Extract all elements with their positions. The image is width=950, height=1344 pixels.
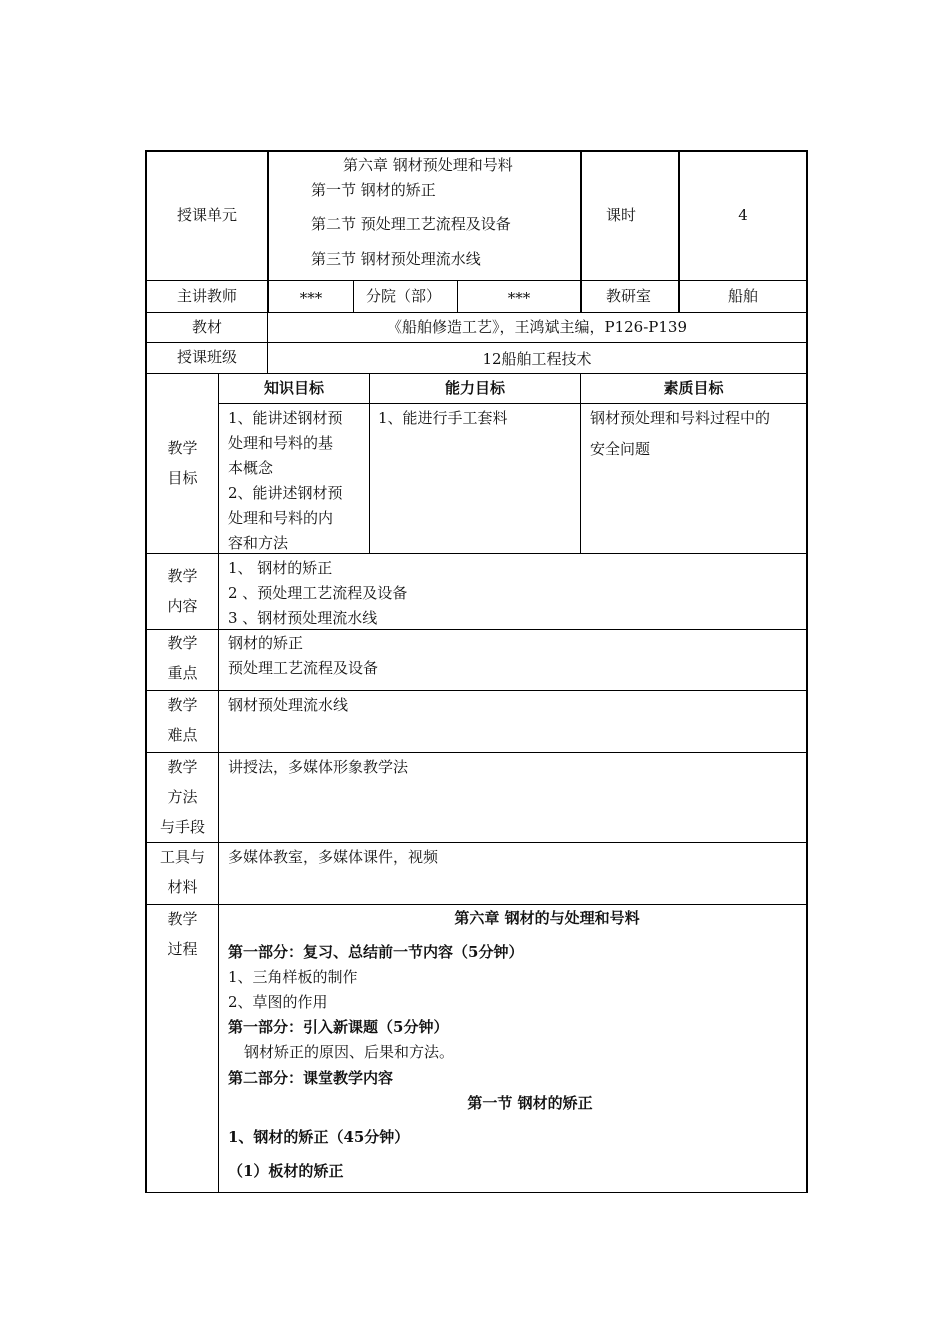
- process-part2: 第一部分：引入新课题（5分钟）: [228, 1018, 449, 1036]
- ability-line: 1、能进行手工套料: [378, 409, 508, 427]
- tools-line: 多媒体教室，多媒体课件，视频: [228, 848, 439, 866]
- process-item1a: （1）板材的矫正: [228, 1162, 344, 1180]
- process-item1: 1、钢材的矫正（45分钟）: [228, 1128, 410, 1146]
- process-title: 第六章 钢材的与处理和号料: [454, 909, 640, 927]
- ability-header: 能力目标: [444, 379, 505, 397]
- rule: [145, 904, 808, 905]
- knowledge-header: 知识目标: [263, 379, 324, 397]
- process-label-2: 过程: [167, 940, 198, 958]
- quality-header: 素质目标: [663, 379, 724, 397]
- rule: [145, 842, 808, 843]
- content-line: 1、 钢材的矫正: [228, 559, 333, 577]
- difficulties-label-1: 教学: [167, 696, 198, 714]
- keypoints-line: 钢材的矫正: [228, 634, 304, 652]
- tools-label-2: 材料: [167, 878, 198, 896]
- chapter-title: 第六章 钢材预处理和号料: [343, 156, 513, 174]
- border-bottom: [145, 1192, 808, 1193]
- rule: [218, 373, 219, 1193]
- rule: [353, 280, 354, 312]
- content-line: 2 、预处理工艺流程及设备: [228, 584, 408, 602]
- teacher-label: 主讲教师: [176, 287, 237, 305]
- content-label-2: 内容: [167, 597, 198, 615]
- keypoints-label-2: 重点: [167, 664, 198, 682]
- methods-label-2: 方法: [167, 788, 198, 806]
- quality-line: 安全问题: [590, 440, 651, 458]
- process-review-2: 2、草图的作用: [228, 993, 328, 1011]
- hours-value: 4: [738, 206, 748, 224]
- rule: [267, 150, 269, 312]
- class-value: 12船舶工程技术: [482, 350, 592, 368]
- rule: [145, 312, 808, 313]
- content-label-1: 教学: [167, 567, 198, 585]
- objectives-label-2: 目标: [167, 469, 198, 487]
- unit-label: 授课单元: [176, 206, 237, 224]
- section-1: 第一节 钢材的矫正: [311, 181, 436, 199]
- keypoints-label-1: 教学: [167, 634, 198, 652]
- hours-label: 课时: [606, 206, 637, 224]
- process-section-title: 第一节 钢材的矫正: [467, 1094, 593, 1112]
- methods-label-3: 与手段: [159, 818, 205, 836]
- difficulties-label-2: 难点: [167, 726, 198, 744]
- knowledge-line: 1、能讲述钢材预: [228, 409, 343, 427]
- knowledge-line: 2、能讲述钢材预: [228, 484, 343, 502]
- branch-value: ***: [507, 289, 531, 307]
- border-right: [806, 150, 808, 1193]
- rule: [145, 629, 808, 630]
- keypoints-line: 预处理工艺流程及设备: [228, 659, 379, 677]
- border-top: [145, 150, 808, 152]
- knowledge-line: 本概念: [228, 459, 274, 477]
- branch-label: 分院（部）: [366, 287, 442, 305]
- rule: [145, 553, 808, 554]
- process-label-1: 教学: [167, 910, 198, 928]
- process-intro: 钢材矫正的原因、后果和方法。: [244, 1043, 455, 1061]
- textbook-value: 《船舶修造工艺》，王鸿斌主编，P126-P139: [386, 318, 688, 336]
- rule: [580, 373, 581, 553]
- section-2: 第二节 预处理工艺流程及设备: [311, 215, 511, 233]
- process-part3: 第二部分：课堂教学内容: [228, 1069, 394, 1087]
- knowledge-line: 容和方法: [228, 534, 289, 552]
- process-review-1: 1、三角样板的制作: [228, 968, 358, 986]
- rule: [219, 403, 808, 404]
- textbook-label: 教材: [191, 318, 222, 336]
- rule: [145, 342, 808, 343]
- difficulties-line: 钢材预处理流水线: [228, 696, 349, 714]
- rule: [145, 752, 808, 753]
- tools-label-1: 工具与: [159, 848, 205, 866]
- objectives-label-1: 教学: [167, 439, 198, 457]
- methods-line: 讲授法，多媒体形象教学法: [228, 758, 409, 776]
- knowledge-line: 处理和号料的基: [228, 434, 334, 452]
- rule: [369, 373, 370, 553]
- methods-label-1: 教学: [167, 758, 198, 776]
- rule: [145, 280, 808, 281]
- office-value: 船舶: [727, 287, 758, 305]
- rule: [145, 690, 808, 691]
- class-label: 授课班级: [176, 348, 237, 366]
- rule: [145, 373, 808, 374]
- content-line: 3 、钢材预处理流水线: [228, 609, 378, 627]
- section-3: 第三节 钢材预处理流水线: [311, 250, 481, 268]
- rule: [580, 150, 582, 312]
- office-label: 教研室: [606, 287, 652, 305]
- quality-line: 钢材预处理和号料过程中的: [590, 409, 771, 427]
- process-part1: 第一部分：复习、总结前一节内容（5分钟）: [228, 943, 524, 961]
- knowledge-line: 处理和号料的内: [228, 509, 334, 527]
- teacher-value: ***: [299, 289, 323, 307]
